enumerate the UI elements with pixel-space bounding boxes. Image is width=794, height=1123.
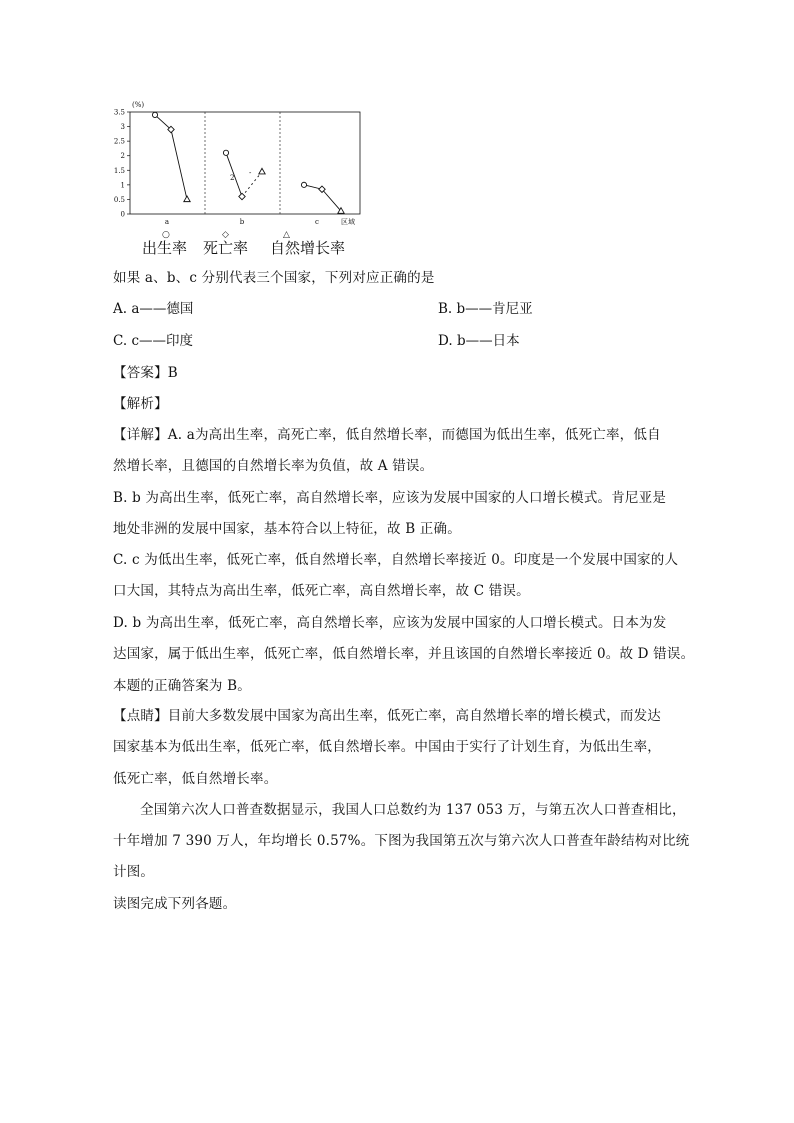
y-unit-label: (%) bbox=[132, 101, 145, 109]
y-tick-label: 3.5 bbox=[113, 108, 125, 117]
triangle-icon: △ bbox=[283, 230, 290, 240]
b-annotation: - bbox=[249, 169, 252, 177]
data-point-circle-c bbox=[301, 182, 306, 187]
b-annotation: 2 bbox=[230, 174, 235, 182]
analysis-line: D. b 为高出生率，低死亡率，高自然增长率，应该为发展中国家的人口增长模式。日本为发 bbox=[113, 615, 667, 631]
plot-frame bbox=[130, 112, 360, 214]
legend-item-birth: ○ 出生率 bbox=[142, 230, 188, 257]
instruction-line: 读图完成下列各题。 bbox=[113, 896, 237, 912]
chart-legend bbox=[140, 231, 370, 261]
y-tick-label: 3 bbox=[120, 123, 125, 132]
analysis-line: 口大国，其特点为高出生率，低死亡率，高自然增长率，故 C 错误。 bbox=[113, 583, 530, 599]
region-line-b bbox=[242, 172, 262, 197]
circle-icon: ○ bbox=[162, 230, 170, 240]
rate-chart bbox=[108, 98, 366, 238]
passage-line: 计图。 bbox=[113, 864, 155, 880]
legend-item-growth: △ 自然增长率 bbox=[270, 230, 346, 257]
tip-line: 【点睛】目前大多数发展中国家为高出生率，低死亡率，高自然增长率的增长模式，而发达 bbox=[113, 708, 661, 724]
passage-line: 十年增加 7 390 万人，年均增长 0.57%。下图为我国第五次与第六次人口普查年龄结构对比统 bbox=[113, 833, 690, 849]
tip-line: 国家基本为低出生率，低死亡率，低自然增长率。中国由于实行了计划生育，为低出生率， bbox=[113, 739, 661, 755]
x-tick-label: b bbox=[239, 218, 245, 226]
data-point-circle-a bbox=[152, 112, 157, 117]
option-b[interactable]: B. b——肯尼亚 bbox=[438, 301, 533, 317]
analysis-line: 达国家，属于低出生率，低死亡率，低自然增长率，并且该国的自然增长率接近 0。故 D 错误。 bbox=[113, 646, 695, 662]
rate-chart-svg bbox=[108, 98, 366, 238]
analysis-line: 地处非洲的发展中国家，基本符合以上特征，故 B 正确。 bbox=[113, 521, 461, 537]
diamond-icon: ◇ bbox=[222, 230, 229, 240]
y-tick-label: 0 bbox=[120, 210, 125, 219]
analysis-line: B. b 为高出生率，低死亡率，高自然增长率，应该为发展中国家的人口增长模式。肯尼亚是 bbox=[113, 490, 667, 506]
x-axis-label: 区域 bbox=[341, 218, 355, 226]
question-stem: 如果 a、b、c 分别代表三个国家，下列对应正确的是 bbox=[113, 270, 435, 286]
legend-item-death: ◇ 死亡率 bbox=[203, 230, 249, 257]
y-tick-label: 1.5 bbox=[113, 166, 125, 175]
x-tick-label: c bbox=[315, 218, 319, 226]
analysis-line: 然增长率，且德国的自然增长率为负值，故 A 错误。 bbox=[113, 458, 434, 474]
y-tick-label: 0.5 bbox=[113, 195, 125, 204]
analysis-header: 【解析】 bbox=[113, 396, 168, 412]
y-tick-label: 2 bbox=[120, 152, 125, 161]
data-point-diamond-b bbox=[239, 193, 245, 199]
option-c[interactable]: C. c——印度 bbox=[113, 333, 193, 349]
tip-line: 低死亡率，低自然增长率。 bbox=[113, 771, 278, 787]
passage-line: 全国第六次人口普查数据显示，我国人口总数约为 137 053 万，与第五次人口普查相比， bbox=[140, 802, 686, 818]
analysis-line: 本题的正确答案为 B。 bbox=[113, 678, 251, 694]
analysis-line: 【详解】A. a为高出生率，高死亡率，低自然增长率，而德国为低出生率，低死亡率，低自 bbox=[113, 427, 661, 443]
data-point-triangle-a bbox=[184, 196, 190, 202]
x-tick-label: a bbox=[164, 218, 170, 226]
analysis-line: C. c 为低出生率，低死亡率，低自然增长率，自然增长率接近 0。印度是一个发展中国家的人 bbox=[113, 552, 679, 568]
option-a[interactable]: A. a——德国 bbox=[113, 301, 194, 317]
answer-line: 【答案】B bbox=[113, 365, 178, 381]
y-tick-label: 1 bbox=[120, 181, 125, 190]
y-tick-label: 2.5 bbox=[113, 137, 125, 146]
data-point-circle-b bbox=[223, 150, 228, 155]
data-point-triangle-b bbox=[259, 168, 265, 174]
option-d[interactable]: D. b——日本 bbox=[438, 333, 520, 349]
